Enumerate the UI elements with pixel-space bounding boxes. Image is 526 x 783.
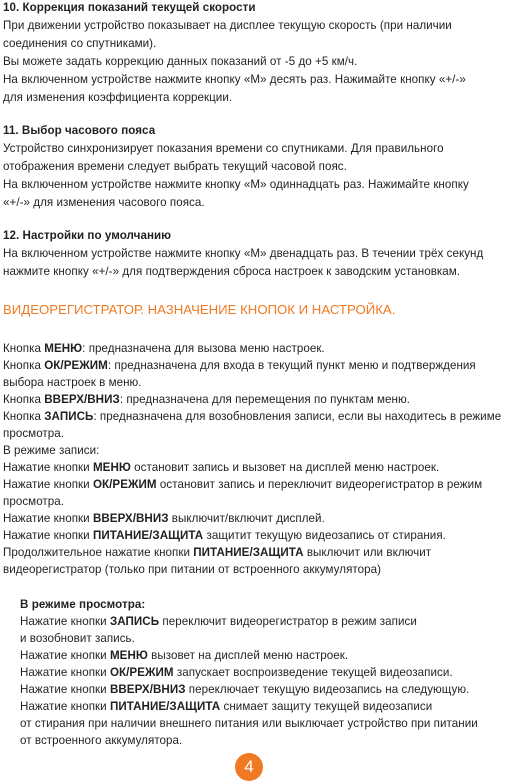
prefix: Нажатие кнопки — [3, 512, 93, 525]
prefix: Нажатие кнопки — [20, 649, 110, 662]
prefix: Нажатие кнопки — [3, 478, 93, 491]
section-10-line-1: При движении устройство показывает на дисплее текущую скорость (при наличии — [3, 19, 452, 32]
view-mode-item-2 — [20, 647, 348, 665]
button-name: ОК/РЕЖИМ — [92, 478, 157, 491]
ok-button-desc — [3, 357, 476, 375]
section-11-line-3: На включенном устройстве нажмите кнопку «М» одиннадцать раз. Нажимайте кнопку — [3, 178, 469, 191]
record-mode-title: В режиме записи: — [3, 444, 100, 457]
button-name: МЕНЮ — [44, 342, 83, 355]
record-mode-item-3 — [3, 510, 325, 528]
prefix: Нажатие кнопки — [20, 666, 110, 679]
prefix: Нажатие кнопки — [3, 461, 93, 474]
prefix: Нажатие кнопки — [3, 529, 93, 542]
prefix: Нажатие кнопки — [20, 615, 110, 628]
record-mode-item-2 — [3, 476, 482, 494]
prefix: Кнопка — [3, 342, 45, 355]
record-mode-long-press — [3, 544, 431, 562]
dvr-section-title: ВИДЕОРЕГИСТРАТОР. НАЗНАЧЕНИЕ КНОПОК И НАСТРОЙКА. — [3, 302, 396, 317]
section-12-line-2: нажмите кнопку «+/-» для подтверждения сброса настроек к заводским установкам. — [3, 265, 461, 278]
desc: : предназначена для вызова меню настроек. — [82, 342, 325, 355]
text: защитит текущую видеозапись от стирания. — [203, 529, 446, 542]
section-10-heading: 10. Коррекция показаний текущей скорости — [3, 1, 256, 14]
desc: : предназначена для входа в текущий пункт меню и подтверждения — [107, 359, 476, 372]
prefix: Нажатие кнопки — [20, 700, 110, 713]
prefix: Кнопка — [3, 410, 45, 423]
section-10-line-2: соединения со спутниками). — [3, 37, 157, 50]
prefix: Кнопка — [3, 359, 45, 372]
text: выключит/включит дисплей. — [168, 512, 325, 525]
view-mode-item-1-cont: и возобновит запись. — [20, 632, 135, 645]
button-name: ПИТАНИЕ/ЗАЩИТА — [193, 546, 304, 559]
view-mode-item-5-cont2: от встроенного аккумулятора. — [20, 734, 183, 747]
record-button-desc-cont: просмотра. — [3, 427, 65, 440]
desc: : предназначена для перемещения по пунктам меню. — [119, 393, 411, 406]
button-name: ВВЕРХ/ВНИЗ — [109, 683, 186, 696]
section-12-line-1: На включенном устройстве нажмите кнопку «М» двенадцать раз. В течении трёх секунд — [3, 247, 484, 260]
text: вызовет на дисплей меню настроек. — [147, 649, 349, 662]
view-mode-title: В режиме просмотра: — [20, 598, 146, 611]
section-10-line-4: На включенном устройстве нажмите кнопку «М» десять раз. Нажимайте кнопку «+/-» — [3, 73, 466, 86]
text: остановит запись и переключит видеорегистратор в режим — [156, 478, 483, 491]
text: переключает текущую видеозапись на следующую. — [185, 683, 470, 696]
button-name: ПИТАНИЕ/ЗАЩИТА — [109, 700, 221, 713]
text: переключит видеорегистратор в режим записи — [159, 615, 417, 628]
section-10-line-5: для изменения коэффициента коррекции. — [3, 91, 233, 104]
prefix: Нажатие кнопки — [20, 683, 110, 696]
text: снимает защиту текущей видеозаписи — [220, 700, 433, 713]
menu-button-desc — [3, 340, 325, 358]
section-11-heading: 11. Выбор часового пояса — [3, 124, 156, 137]
button-name: МЕНЮ — [109, 649, 148, 662]
section-10-line-3: Вы можете задать коррекцию данных показаний от -5 до +5 км/ч. — [3, 55, 358, 68]
updown-button-desc — [3, 391, 410, 409]
record-mode-item-2-cont: просмотра. — [3, 495, 65, 508]
record-mode-item-1 — [3, 459, 439, 477]
ok-button-desc-cont: выбора настроек в меню. — [3, 376, 142, 389]
section-11-line-1: Устройство синхронизирует показания времени со спутниками. Для правильного — [3, 142, 444, 155]
record-mode-long-press-cont: видеорегистратор (только при питании от встроенного аккумулятора) — [3, 563, 382, 576]
section-12-heading: 12. Настройки по умолчанию — [3, 229, 172, 242]
button-name: ВВЕРХ/ВНИЗ — [44, 393, 120, 406]
view-mode-item-5 — [20, 698, 432, 716]
view-mode-item-3 — [20, 664, 453, 682]
view-mode-item-5-cont: от стирания при наличии внешнего питания или выключает устройство при питании — [20, 717, 478, 730]
button-name: МЕНЮ — [92, 461, 131, 474]
page-number-badge: 4 — [235, 753, 263, 781]
section-11-line-4: «+/-» для изменения часового пояса. — [3, 196, 205, 209]
prefix: Продолжительное нажатие кнопки — [3, 546, 194, 559]
section-11-line-2: отображения времени следует выбрать текущий часовой пояс. — [3, 160, 347, 173]
button-name: ЗАПИСЬ — [109, 615, 160, 628]
button-name: ЗАПИСЬ — [44, 410, 94, 423]
view-mode-item-1 — [20, 613, 417, 631]
button-name: ВВЕРХ/ВНИЗ — [92, 512, 169, 525]
text: остановит запись и вызовет на дисплей меню настроек. — [130, 461, 440, 474]
desc: : предназначена для возобновления записи, если вы находитесь в режиме — [93, 410, 502, 423]
text: запускает воспроизведение текущей видеозаписи. — [173, 666, 453, 679]
text: выключит или включит — [303, 546, 432, 559]
record-mode-item-4 — [3, 527, 446, 545]
view-mode-item-4 — [20, 681, 469, 699]
button-name: ОК/РЕЖИМ — [109, 666, 174, 679]
prefix: Кнопка — [3, 393, 45, 406]
button-name: ОК/РЕЖИМ — [44, 359, 108, 372]
button-name: ПИТАНИЕ/ЗАЩИТА — [92, 529, 204, 542]
record-button-desc — [3, 408, 501, 426]
